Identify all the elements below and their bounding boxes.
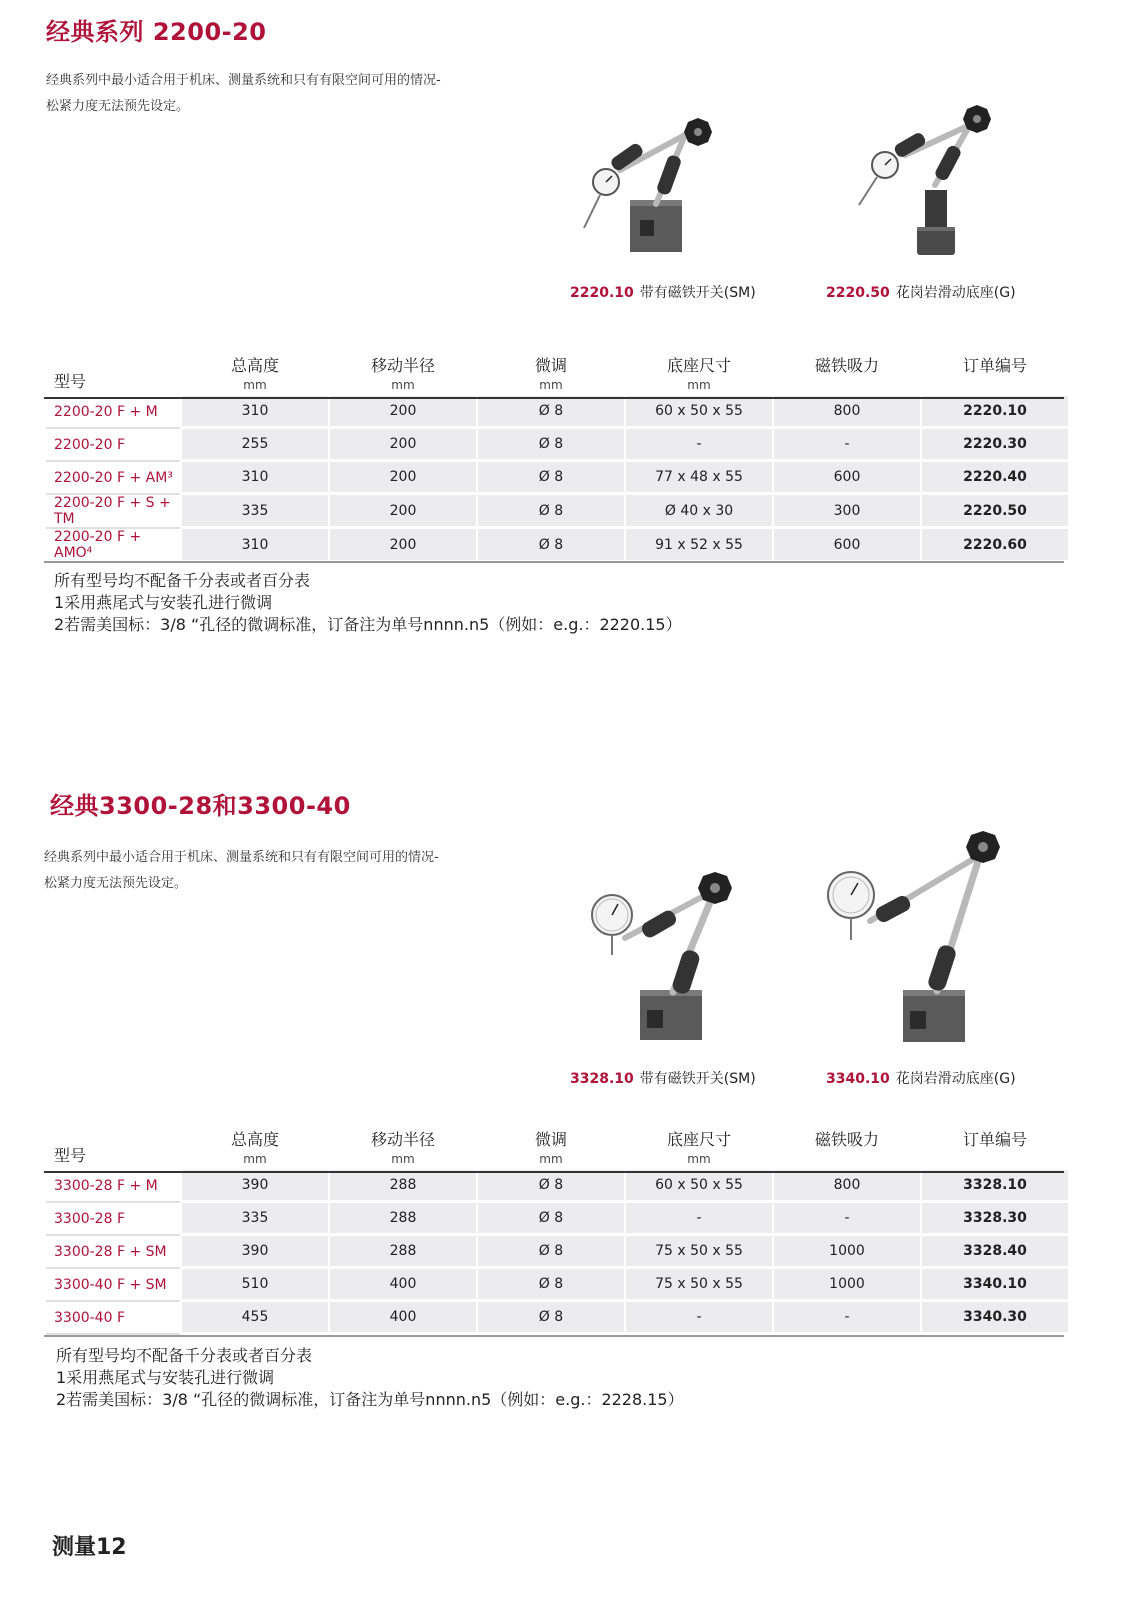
cell-fine: Ø 8 (478, 1203, 624, 1236)
cell-order: 2220.10 (922, 396, 1068, 429)
header-label: 底座尺寸 (666, 1130, 731, 1149)
cell-model: 3300-28 F + M (46, 1170, 180, 1203)
cell-fine: Ø 8 (478, 1302, 624, 1335)
table-row (46, 462, 1068, 495)
product-image-3328-10 (585, 860, 765, 1050)
cell-order: 3340.30 (922, 1302, 1068, 1335)
header-unit-blank (774, 1152, 920, 1166)
caption-code: 2220.50 (826, 285, 890, 301)
table-bottom-rule (44, 1335, 1064, 1337)
table-row (46, 529, 1068, 563)
header-fine (478, 352, 624, 396)
cell-fine: Ø 8 (478, 1170, 624, 1203)
caption-3340-10 (826, 1068, 1016, 1088)
table-row (46, 1302, 1068, 1335)
cell-base: 60 x 50 x 55 (626, 1170, 772, 1203)
header-magnet (774, 352, 920, 396)
header-label: 磁铁吸力 (814, 1130, 879, 1149)
cell-height: 255 (182, 429, 328, 462)
cell-radius: 288 (330, 1236, 476, 1269)
header-order (922, 352, 1068, 396)
header-fine (478, 1126, 624, 1170)
cell-radius: 200 (330, 462, 476, 495)
header-label: 磁铁吸力 (814, 356, 879, 375)
cell-model: 2200-20 F + AM³ (46, 462, 180, 495)
cell-fine: Ø 8 (478, 495, 624, 529)
cell-base: 75 x 50 x 55 (626, 1269, 772, 1302)
header-magnet (774, 1126, 920, 1170)
cell-base: 60 x 50 x 55 (626, 396, 772, 429)
cell-model: 2200-20 F + S + TM (46, 495, 180, 529)
note-line: 2若需美国标：3/8 “孔径的微调标准，订备注为单号nnnn.n5（例如：e.g.：2220.15） (54, 615, 682, 634)
header-height (182, 352, 328, 396)
cell-fine: Ø 8 (478, 396, 624, 429)
cell-order: 2220.40 (922, 462, 1068, 495)
header-unit-blank (774, 378, 920, 392)
cell-base: Ø 40 x 30 (626, 495, 772, 529)
header-unit: mm (539, 1152, 563, 1166)
cell-base: 77 x 48 x 55 (626, 462, 772, 495)
cell-model: 2200-20 F + AMO⁴ (46, 529, 180, 563)
header-label: 总高度 (230, 1130, 279, 1149)
cell-order: 2220.30 (922, 429, 1068, 462)
cell-order: 2220.50 (922, 495, 1068, 529)
header-base (626, 352, 772, 396)
note-line: 1采用燕尾式与安装孔进行微调 (56, 1368, 275, 1387)
cell-base: - (626, 429, 772, 462)
header-label: 移动半径 (370, 356, 435, 375)
cell-height: 310 (182, 462, 328, 495)
cell-radius: 200 (330, 529, 476, 563)
section1-notes (54, 570, 682, 636)
header-unit: mm (687, 378, 711, 392)
cell-fine: Ø 8 (478, 462, 624, 495)
cell-magnet: - (774, 429, 920, 462)
caption-text: 花岗岩滑动底座(G) (895, 1071, 1016, 1087)
header-radius (330, 1126, 476, 1170)
table-top-rule (44, 1171, 1064, 1173)
cell-model: 2200-20 F + M (46, 396, 180, 429)
cell-radius: 200 (330, 396, 476, 429)
cell-base: - (626, 1302, 772, 1335)
cell-magnet: - (774, 1203, 920, 1236)
table-row (46, 396, 1068, 429)
cell-radius: 400 (330, 1269, 476, 1302)
caption-2220-10 (570, 282, 756, 302)
intro-line: 松紧力度无法预先设定。 (46, 99, 190, 114)
cell-fine: Ø 8 (478, 429, 624, 462)
caption-text: 带有磁铁开关(SM) (639, 285, 756, 301)
cell-height: 510 (182, 1269, 328, 1302)
table-row (46, 1170, 1068, 1203)
cell-magnet: 800 (774, 396, 920, 429)
cell-radius: 400 (330, 1302, 476, 1335)
section2-intro (44, 845, 439, 897)
cell-magnet: - (774, 1302, 920, 1335)
caption-3328-10 (570, 1068, 756, 1088)
header-unit: mm (391, 1152, 415, 1166)
cell-magnet: 800 (774, 1170, 920, 1203)
caption-code: 2220.10 (570, 285, 634, 301)
table-row (46, 1236, 1068, 1269)
caption-code: 3328.10 (570, 1071, 634, 1087)
spec-table-2200-20 (44, 352, 1070, 563)
header-radius (330, 352, 476, 396)
section2-notes (56, 1345, 684, 1411)
cell-fine: Ø 8 (478, 1236, 624, 1269)
cell-model: 3300-28 F + SM (46, 1236, 180, 1269)
cell-model: 3300-40 F + SM (46, 1269, 180, 1302)
header-label: 总高度 (230, 356, 279, 375)
header-label: 订单编号 (962, 356, 1027, 375)
cell-height: 335 (182, 1203, 328, 1236)
cell-height: 335 (182, 495, 328, 529)
product-image-2220-10 (570, 100, 740, 270)
header-model: 型号 (54, 372, 87, 391)
header-height (182, 1126, 328, 1170)
spec-table-3300 (44, 1126, 1070, 1335)
header-unit: mm (243, 378, 267, 392)
cell-base: 75 x 50 x 55 (626, 1236, 772, 1269)
cell-magnet: 600 (774, 462, 920, 495)
cell-magnet: 1000 (774, 1269, 920, 1302)
cell-radius: 200 (330, 429, 476, 462)
header-label: 底座尺寸 (666, 356, 731, 375)
header-unit: mm (243, 1152, 267, 1166)
table-row (46, 1203, 1068, 1236)
cell-order: 3340.10 (922, 1269, 1068, 1302)
table-bottom-rule (44, 561, 1064, 563)
intro-line: 经典系列中最小适合用于机床、测量系统和只有有限空间可用的情况- (44, 850, 439, 865)
header-unit: mm (391, 378, 415, 392)
header-label: 订单编号 (962, 1130, 1027, 1149)
table-row (46, 1269, 1068, 1302)
cell-magnet: 1000 (774, 1236, 920, 1269)
cell-fine: Ø 8 (478, 529, 624, 563)
cell-height: 390 (182, 1236, 328, 1269)
header-unit-blank (922, 378, 1068, 392)
cell-magnet: 300 (774, 495, 920, 529)
cell-model: 3300-40 F (46, 1302, 180, 1335)
header-label: 微调 (534, 1130, 567, 1149)
intro-line: 松紧力度无法预先设定。 (44, 876, 188, 891)
section2-title: 经典3300-28和3300-40 (50, 792, 351, 820)
caption-text: 花岗岩滑动底座(G) (895, 285, 1016, 301)
note-line: 1采用燕尾式与安装孔进行微调 (54, 593, 273, 612)
cell-height: 310 (182, 396, 328, 429)
section1-title: 经典系列 2200-20 (46, 18, 267, 46)
section1-intro (46, 68, 441, 120)
product-image-3340-10 (815, 825, 1035, 1050)
note-line: 2若需美国标：3/8 “孔径的微调标准，订备注为单号nnnn.n5（例如：e.g.：2228.15） (56, 1390, 684, 1409)
header-unit: mm (539, 378, 563, 392)
cell-height: 310 (182, 529, 328, 563)
header-model: 型号 (54, 1146, 87, 1165)
caption-2220-50 (826, 282, 1016, 302)
cell-height: 390 (182, 1170, 328, 1203)
cell-radius: 288 (330, 1170, 476, 1203)
cell-radius: 288 (330, 1203, 476, 1236)
cell-height: 455 (182, 1302, 328, 1335)
table-top-rule (44, 397, 1064, 399)
cell-fine: Ø 8 (478, 1269, 624, 1302)
cell-model: 3300-28 F (46, 1203, 180, 1236)
header-base (626, 1126, 772, 1170)
header-label: 微调 (534, 356, 567, 375)
header-unit-blank (922, 1152, 1068, 1166)
table-row (46, 495, 1068, 529)
product-image-2220-50 (845, 95, 1015, 265)
cell-model: 2200-20 F (46, 429, 180, 462)
header-label: 移动半径 (370, 1130, 435, 1149)
cell-magnet: 600 (774, 529, 920, 563)
cell-base: 91 x 52 x 55 (626, 529, 772, 563)
header-unit: mm (687, 1152, 711, 1166)
header-order (922, 1126, 1068, 1170)
note-line: 所有型号均不配备千分表或者百分表 (54, 571, 311, 590)
cell-order: 2220.60 (922, 529, 1068, 563)
intro-line: 经典系列中最小适合用于机床、测量系统和只有有限空间可用的情况- (46, 73, 441, 88)
caption-text: 带有磁铁开关(SM) (639, 1071, 756, 1087)
note-line: 所有型号均不配备千分表或者百分表 (56, 1346, 313, 1365)
page-footer: 测量12 (52, 1535, 127, 1560)
caption-code: 3340.10 (826, 1071, 890, 1087)
cell-order: 3328.30 (922, 1203, 1068, 1236)
table-row (46, 429, 1068, 462)
cell-order: 3328.10 (922, 1170, 1068, 1203)
cell-radius: 200 (330, 495, 476, 529)
cell-order: 3328.40 (922, 1236, 1068, 1269)
cell-base: - (626, 1203, 772, 1236)
